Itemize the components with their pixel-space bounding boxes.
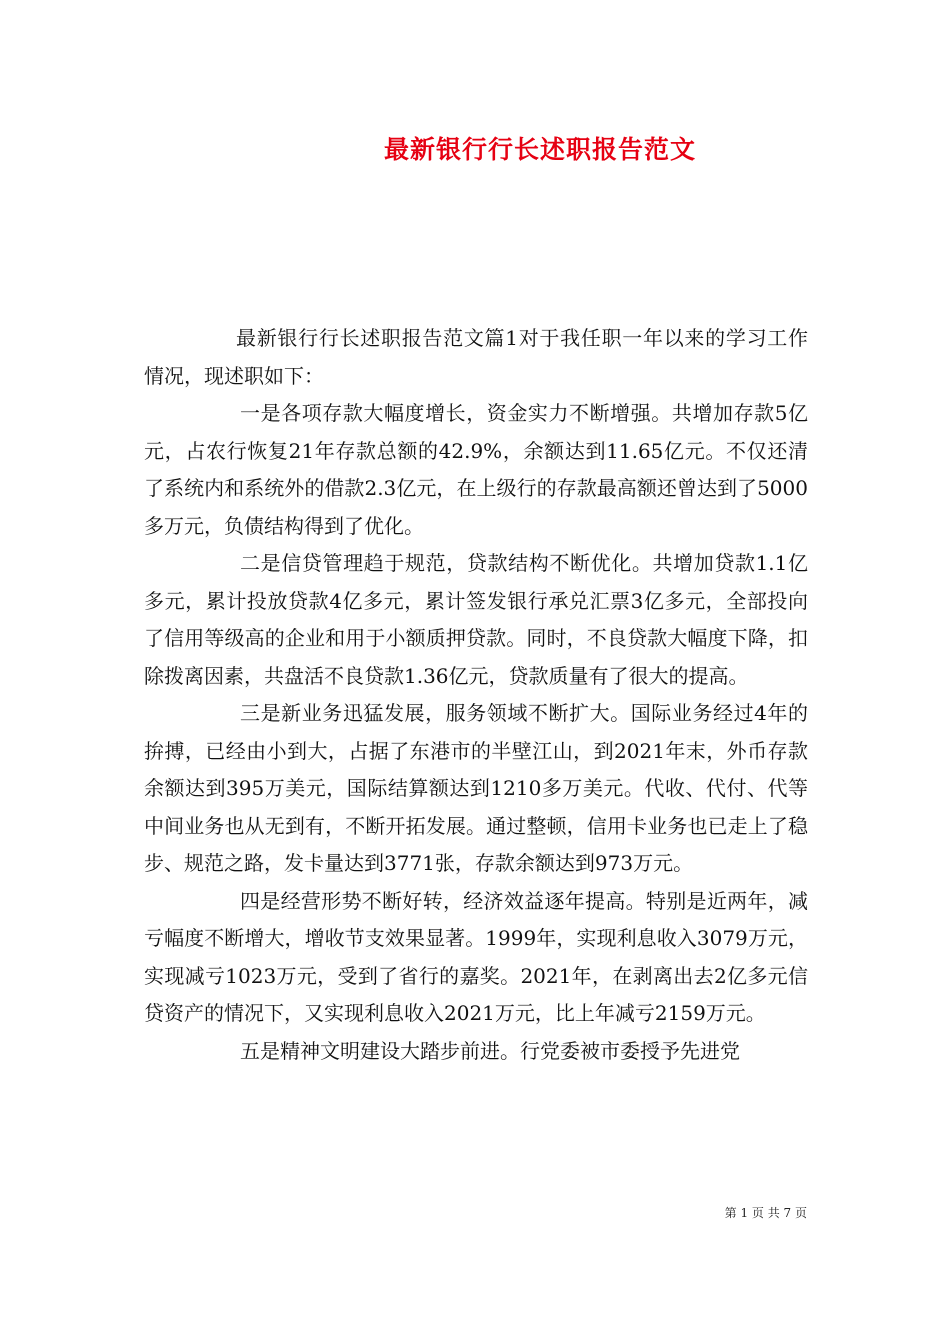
- document-body: [144, 320, 808, 1070]
- paragraph-new-business: 三是新业务迅猛发展，服务领域不断扩大。国际业务经过4年的拚搏，已经由小到大，占据了东港市的半壁江山，到2021年末，外币存款余额达到395万美元，国际结算额达到1210多万美元。代收、代付、代等中间业务也从无到有，不断开拓发展。通过整顿，信用卡业务也已走上了稳步、规范之路，发卡量达到3771张，存款余额达到973万元。: [144, 701, 808, 875]
- paragraph-intro: 最新银行行长述职报告范文篇1对于我任职一年以来的学习工作情况，现述职如下：: [144, 326, 808, 388]
- paragraph-operations: 四是经营形势不断好转，经济效益逐年提高。特别是近两年，减亏幅度不断增大，增收节支效果显著。1999年，实现利息收入3079万元，实现减亏1023万元，受到了省行的嘉奖。2021年，在剥离出去2亿多元信贷资产的情况下，又实现利息收入2021万元，比上年减亏2159万元。: [144, 888, 808, 1025]
- paragraph-credit: 二是信贷管理趋于规范，贷款结构不断优化。共增加贷款1.1亿多元，累计投放贷款4亿多元，累计签发银行承兑汇票3亿多元，全部投向了信用等级高的企业和用于小额质押贷款。同时，不良贷款大幅度下降，扣除拨离因素，共盘活不良贷款1.36亿元，贷款质量有了很大的提高。: [144, 551, 808, 688]
- paragraph-deposits: 一是各项存款大幅度增长，资金实力不断增强。共增加存款5亿元，占农行恢复21年存款总额的42.9%，余额达到11.65亿元。不仅还清了系统内和系统外的借款2.3亿元，在上级行的存款最高额还曾达到了5000多万元，负债结构得到了优化。: [144, 401, 808, 538]
- page-number-footer: 第 1 页 共 7 页: [724, 1206, 807, 1220]
- paragraph-civilization: 五是精神文明建设大踏步前进。行党委被市委授予先进党: [240, 1038, 740, 1063]
- document-title: 最新银行行长述职报告范文: [383, 135, 696, 164]
